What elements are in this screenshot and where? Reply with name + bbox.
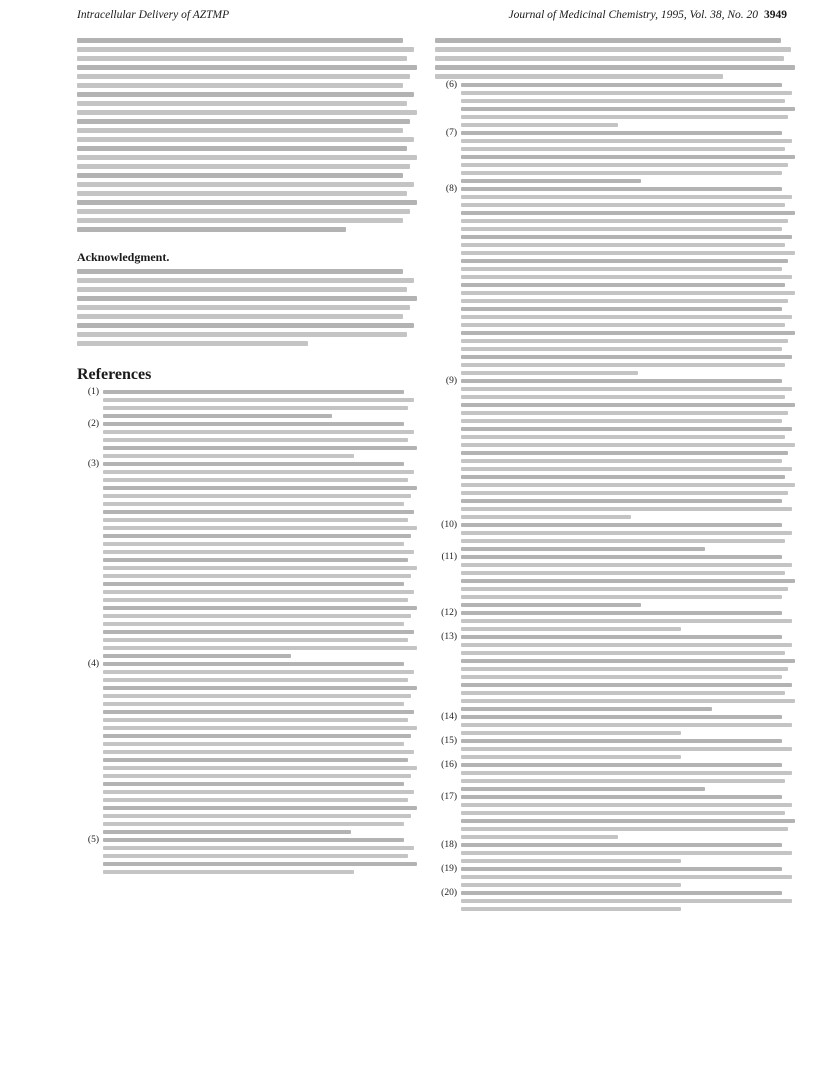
text-line (77, 137, 414, 142)
reference-entry (435, 840, 795, 863)
text-line (77, 296, 417, 301)
reference-text-line (461, 451, 788, 455)
reference-entry (435, 184, 795, 375)
reference-text-line (461, 83, 782, 87)
reference-number: (19) (441, 864, 457, 874)
text-line (77, 146, 407, 151)
reference-text-line (103, 790, 414, 794)
reference-text-line (461, 531, 792, 535)
reference-number: (12) (441, 608, 457, 618)
reference-text-line (103, 742, 404, 746)
reference-text-line (461, 627, 681, 631)
reference-entry (435, 376, 795, 519)
reference-text-line (461, 163, 788, 167)
reference-text-line (461, 227, 782, 231)
reference-text-line (103, 662, 404, 666)
reference-entry (435, 128, 795, 183)
reference-entry (435, 712, 795, 735)
reference-text-line (461, 171, 782, 175)
reference-text-line (461, 387, 792, 391)
reference-text-line (461, 555, 782, 559)
reference-number: (18) (441, 840, 457, 850)
reference-text-line (103, 606, 417, 610)
reference-text-line (461, 411, 788, 415)
reference-text-line (461, 859, 681, 863)
reference-text-line (461, 355, 792, 359)
reference-text-line (461, 787, 705, 791)
reference-text-line (461, 731, 681, 735)
text-line (77, 47, 414, 52)
reference-text-line (103, 678, 408, 682)
reference-text-line (461, 675, 782, 679)
references-list-right (435, 80, 795, 911)
reference-text-line (461, 883, 681, 887)
reference-text-line (103, 830, 351, 834)
text-line (435, 47, 791, 52)
reference-entry (435, 760, 795, 791)
reference-text-line (103, 446, 417, 450)
reference-text-line (103, 438, 408, 442)
reference-text-line (461, 219, 788, 223)
reference-number: (20) (441, 888, 457, 898)
reference-text-line (461, 339, 788, 343)
reference-text-line (103, 702, 404, 706)
text-line (77, 38, 403, 43)
reference-number: (17) (441, 792, 457, 802)
reference-text-line (103, 838, 404, 842)
text-line (77, 218, 403, 223)
reference-text-line (461, 827, 788, 831)
reference-text-line (103, 422, 404, 426)
reference-text-line (103, 686, 417, 690)
reference-text-line (461, 235, 792, 239)
text-line (77, 173, 403, 178)
reference-entry (77, 459, 417, 658)
reference-number: (3) (87, 459, 99, 469)
reference-text-line (103, 862, 417, 866)
reference-text-line (461, 651, 785, 655)
reference-number: (9) (445, 376, 457, 386)
reference-text-line (461, 691, 785, 695)
reference-number: (2) (87, 419, 99, 429)
reference-text-line (103, 414, 332, 418)
reference-text-line (461, 619, 792, 623)
reference-text-line (461, 739, 782, 743)
reference-text-line (103, 654, 291, 658)
reference-text-line (461, 603, 641, 607)
reference-text-line (103, 598, 408, 602)
reference-text-line (103, 486, 417, 490)
reference-text-line (461, 611, 782, 615)
reference-number: (16) (441, 760, 457, 770)
reference-text-line (461, 659, 795, 663)
reference-text-line (103, 622, 404, 626)
reference-text-line (103, 846, 414, 850)
reference-number: (7) (445, 128, 457, 138)
reference-text-line (461, 483, 795, 487)
reference-text-line (461, 259, 788, 263)
page-number: 3949 (764, 9, 787, 21)
text-line (77, 305, 410, 310)
text-line (435, 56, 784, 61)
reference-text-line (461, 755, 681, 759)
reference-entry (77, 659, 417, 834)
reference-text-line (103, 798, 408, 802)
reference-text-line (461, 363, 785, 367)
text-line (77, 110, 417, 115)
reference-text-line (461, 427, 792, 431)
reference-text-line (461, 203, 785, 207)
reference-text-line (461, 115, 788, 119)
text-line (77, 209, 410, 214)
text-line (77, 74, 410, 79)
reference-text-line (461, 251, 795, 255)
reference-text-line (103, 406, 408, 410)
reference-text-line (103, 638, 408, 642)
reference-text-line (461, 275, 792, 279)
text-line (77, 323, 414, 328)
reference-text-line (461, 491, 788, 495)
reference-text-line (103, 454, 354, 458)
reference-text-line (461, 899, 792, 903)
reference-number: (14) (441, 712, 457, 722)
reference-text-line (461, 595, 782, 599)
reference-text-line (461, 835, 618, 839)
reference-text-line (103, 854, 408, 858)
reference-text-line (461, 907, 681, 911)
reference-entry (435, 80, 795, 127)
reference-text-line (461, 643, 792, 647)
reference-text-line (103, 734, 411, 738)
reference-text-line (461, 283, 785, 287)
reference-text-line (103, 534, 411, 538)
reference-text-line (461, 779, 785, 783)
text-line (77, 83, 403, 88)
left-column (77, 38, 417, 878)
reference-text-line (461, 403, 795, 407)
acknowledgment-heading: Acknowledgment. (77, 250, 170, 264)
reference-text-line (103, 766, 417, 770)
right-column (435, 38, 795, 915)
reference-text-line (461, 211, 795, 215)
reference-text-line (103, 822, 404, 826)
text-line (77, 191, 407, 196)
reference-text-line (461, 419, 782, 423)
reference-text-line (461, 499, 782, 503)
reference-text-line (461, 891, 782, 895)
reference-text-line (103, 574, 411, 578)
text-line (77, 227, 346, 232)
text-line (77, 341, 308, 346)
reference-text-line (461, 667, 788, 671)
reference-text-line (461, 707, 712, 711)
reference-text-line (461, 139, 792, 143)
reference-text-line (461, 99, 785, 103)
text-line (77, 182, 414, 187)
reference-text-line (461, 635, 782, 639)
text-line (77, 200, 417, 205)
text-line (77, 92, 414, 97)
reference-text-line (103, 806, 417, 810)
reference-text-line (461, 723, 792, 727)
reference-text-line (103, 550, 414, 554)
reference-text-line (461, 443, 795, 447)
reference-text-line (103, 782, 404, 786)
reference-text-line (103, 462, 404, 466)
reference-text-line (461, 155, 795, 159)
reference-text-line (461, 795, 782, 799)
reference-text-line (461, 107, 795, 111)
reference-text-line (103, 430, 414, 434)
reference-text-line (103, 774, 411, 778)
reference-text-line (103, 614, 411, 618)
reference-text-line (461, 515, 631, 519)
reference-text-line (461, 683, 792, 687)
reference-text-line (103, 870, 354, 874)
text-line (77, 164, 410, 169)
text-line (77, 128, 403, 133)
reference-text-line (461, 123, 618, 127)
reference-text-line (461, 323, 785, 327)
text-line (435, 65, 795, 70)
reference-text-line (461, 875, 792, 879)
text-line (77, 278, 414, 283)
text-line (435, 38, 781, 43)
reference-text-line (103, 710, 414, 714)
reference-text-line (461, 299, 788, 303)
reference-number: (11) (441, 552, 457, 562)
reference-text-line (461, 91, 792, 95)
reference-text-line (461, 851, 792, 855)
reference-text-line (461, 459, 782, 463)
reference-number: (1) (87, 387, 99, 397)
reference-text-line (461, 475, 785, 479)
reference-text-line (461, 467, 792, 471)
reference-text-line (461, 379, 782, 383)
reference-text-line (461, 771, 792, 775)
journal-citation (509, 9, 787, 21)
reference-entry (435, 552, 795, 607)
reference-text-line (103, 726, 417, 730)
text-line (77, 101, 407, 106)
reference-entry (435, 632, 795, 711)
reference-text-line (461, 715, 782, 719)
reference-text-line (461, 131, 782, 135)
reference-text-line (461, 867, 782, 871)
reference-number: (10) (441, 520, 457, 530)
reference-continuation (435, 38, 795, 79)
reference-text-line (461, 547, 705, 551)
reference-entry (77, 419, 417, 458)
reference-text-line (103, 398, 414, 402)
reference-text-line (103, 718, 408, 722)
reference-text-line (461, 819, 795, 823)
reference-text-line (103, 502, 404, 506)
reference-text-line (461, 395, 785, 399)
reference-number: (4) (87, 659, 99, 669)
reference-text-line (103, 582, 404, 586)
reference-text-line (461, 147, 785, 151)
reference-text-line (103, 390, 404, 394)
references-list-left (77, 387, 417, 874)
reference-text-line (103, 646, 417, 650)
reference-text-line (461, 587, 788, 591)
reference-entry (435, 792, 795, 839)
reference-text-line (461, 747, 792, 751)
reference-text-line (103, 758, 408, 762)
text-line (77, 287, 407, 292)
reference-text-line (461, 179, 641, 183)
reference-text-line (103, 470, 414, 474)
reference-text-line (103, 510, 414, 514)
reference-number: (8) (445, 184, 457, 194)
reference-text-line (103, 566, 417, 570)
reference-number: (5) (87, 835, 99, 845)
reference-entry (77, 835, 417, 874)
reference-text-line (461, 291, 795, 295)
reference-text-line (461, 803, 792, 807)
reference-text-line (461, 811, 785, 815)
reference-text-line (103, 694, 411, 698)
reference-text-line (461, 435, 785, 439)
reference-text-line (461, 523, 782, 527)
reference-number: (13) (441, 632, 457, 642)
reference-text-line (461, 195, 792, 199)
text-line (77, 314, 403, 319)
reference-text-line (103, 814, 411, 818)
reference-text-line (461, 507, 792, 511)
methods-text-block (77, 38, 417, 232)
reference-entry (435, 736, 795, 759)
running-title: Intracellular Delivery of AZTMP (77, 9, 230, 21)
reference-text-line (461, 763, 782, 767)
acknowledgment-text-block (77, 269, 417, 346)
text-line (77, 56, 407, 61)
reference-text-line (461, 539, 785, 543)
reference-text-line (461, 267, 782, 271)
reference-text-line (461, 315, 792, 319)
reference-number: (6) (445, 80, 457, 90)
reference-text-line (461, 843, 782, 847)
reference-text-line (103, 558, 408, 562)
reference-text-line (461, 187, 782, 191)
reference-entry (77, 387, 417, 418)
reference-text-line (461, 243, 785, 247)
text-line (77, 155, 417, 160)
text-line (77, 119, 410, 124)
reference-text-line (461, 347, 782, 351)
running-header (77, 9, 787, 25)
reference-entry (435, 608, 795, 631)
reference-text-line (461, 571, 785, 575)
text-line (435, 74, 723, 79)
text-line (77, 65, 417, 70)
reference-text-line (461, 307, 782, 311)
reference-text-line (461, 699, 795, 703)
reference-text-line (103, 590, 414, 594)
reference-number: (15) (441, 736, 457, 746)
reference-text-line (461, 563, 792, 567)
reference-entry (435, 864, 795, 887)
reference-text-line (103, 630, 414, 634)
reference-entry (435, 888, 795, 911)
journal-name: Journal of Medicinal Chemistry, 1995, Vol. 38, No. 20 (508, 9, 758, 21)
reference-text-line (103, 750, 414, 754)
reference-entry (435, 520, 795, 551)
reference-text-line (103, 526, 417, 530)
reference-text-line (103, 542, 404, 546)
reference-text-line (103, 494, 411, 498)
reference-text-line (103, 478, 408, 482)
text-line (77, 269, 403, 274)
references-heading: References (77, 366, 152, 383)
reference-text-line (103, 518, 408, 522)
reference-text-line (461, 579, 795, 583)
text-line (77, 332, 407, 337)
reference-text-line (461, 371, 638, 375)
reference-text-line (461, 331, 795, 335)
reference-text-line (103, 670, 414, 674)
